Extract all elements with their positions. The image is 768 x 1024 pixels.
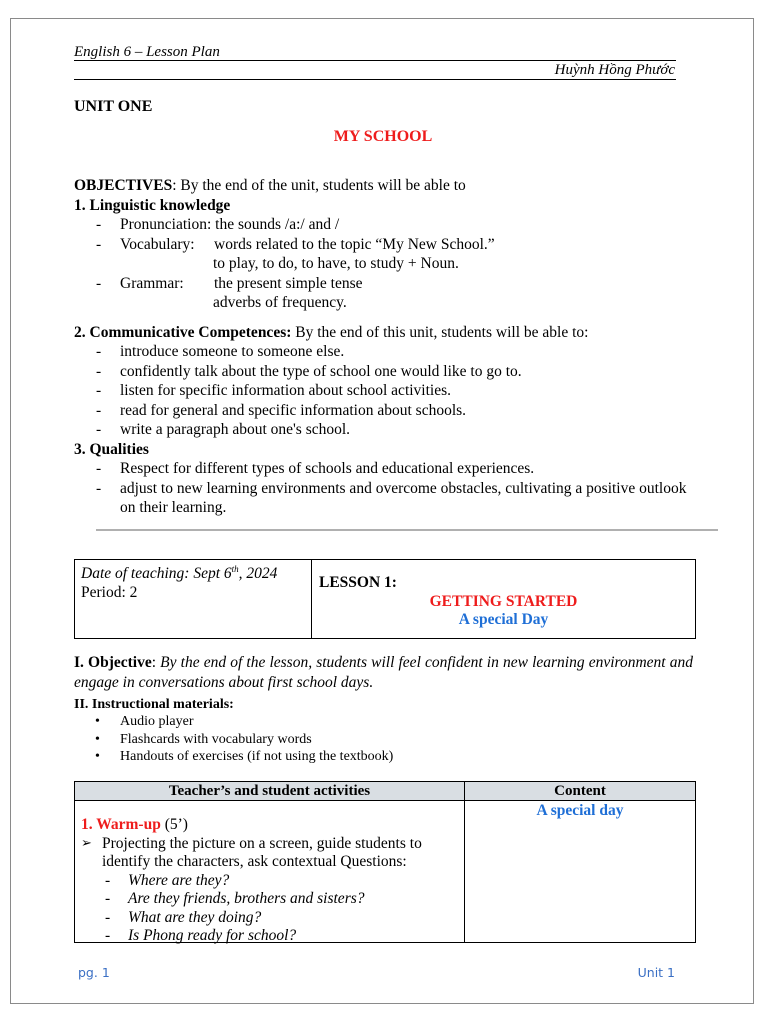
lesson-number: LESSON 1:: [319, 574, 397, 591]
date-text: Date of teaching: Sept 6: [81, 565, 232, 583]
objectives-label: OBJECTIVES: [74, 177, 173, 194]
vocab-line-continued: to play, to do, to have, to study + Noun.: [213, 255, 459, 272]
arrow-bullet-icon: ➢: [81, 835, 92, 851]
vocab-label: Vocabulary:: [120, 235, 195, 253]
list-item: - Pronunciation: the sounds /a:/ and /: [96, 216, 340, 233]
date-ordinal: th: [231, 564, 239, 574]
list-item-text: read for general and specific information about schools.: [120, 401, 467, 419]
list-item-text: Flashcards with vocabulary words: [120, 731, 312, 747]
table-header-content: Content: [554, 783, 606, 799]
grammar-line: the present simple tense: [214, 274, 363, 292]
warmup-heading: [81, 816, 461, 835]
list-item-text: Handouts of exercises (if not using the textbook): [120, 749, 394, 764]
list-item: - confidently talk about the type of school one would like to go to.: [96, 362, 522, 380]
list-item-text: introduce someone to someone else.: [120, 343, 345, 360]
lesson-date-cell: [75, 560, 312, 638]
grammar-line-continued: adverbs of frequency.: [213, 294, 347, 311]
objectives-section: [74, 176, 694, 518]
list-item-text: listen for specific information about school activities.: [120, 382, 452, 399]
content-heading: A special day: [536, 802, 624, 819]
objectives-intro-text: : By the end of the unit, students will be able to: [172, 177, 466, 194]
question-item: - Is Phong ready for school?: [105, 927, 297, 944]
unit-label: UNIT ONE: [74, 98, 153, 115]
section-divider: [96, 529, 718, 531]
materials-heading: II. Instructional materials:: [74, 697, 234, 712]
document-page: [10, 18, 754, 1004]
objective-text: By the end of the lesson, students will feel confident in new learning environment and engage in conversations about first school days.: [74, 654, 693, 691]
communicative-heading: 2. Communicative Competences:: [74, 323, 292, 341]
question-item: - What are they doing?: [105, 908, 262, 926]
list-item-text: confidently talk about the type of school one would like to go to.: [120, 362, 522, 380]
lesson-title: GETTING STARTED: [429, 593, 578, 610]
header-rule-bottom: [74, 79, 676, 80]
list-item: - read for general and specific information about schools.: [96, 401, 467, 419]
list-item: [81, 835, 461, 872]
objective-paragraph: I. Objective: By the end of the lesson, students will feel confident in new learning environment and engage in conversations about first school days.: [74, 654, 693, 691]
lesson-subtitle: A special Day: [458, 611, 549, 628]
pronunciation-text: Pronunciation: the sounds /a:/ and /: [120, 216, 340, 233]
activities-table: [74, 781, 696, 943]
list-item: • Flashcards with vocabulary words: [95, 731, 312, 747]
question-item: - Where are they?: [105, 871, 230, 889]
list-item: - write a paragraph about one's school.: [96, 421, 351, 438]
column-divider: [464, 800, 465, 942]
page-number: pg. 1: [78, 965, 110, 980]
table-header-activities: Teacher’s and student activities: [75, 782, 465, 800]
warmup-label: 1. Warm-up: [81, 816, 161, 833]
lesson-title-cell: [312, 560, 695, 638]
date-year: , 2024: [238, 565, 278, 583]
list-item: - Respect for different types of schools and educational experiences.: [96, 460, 535, 477]
header-rule-top: [74, 60, 676, 61]
instruction-text: Projecting the picture on a screen, guide students to identify the characters, ask contextual Questions:: [102, 834, 422, 870]
list-item-text: adjust to new learning environments and overcome obstacles, cultivating a positive outlook on their learning.: [120, 479, 687, 516]
list-item-text: Respect for different types of schools and educational experiences.: [120, 460, 535, 477]
vocab-line: words related to the topic “My New School.”: [214, 235, 495, 253]
list-item: - Grammar: the present simple tense: [96, 274, 363, 292]
list-item: - adjust to new learning environments and overcome obstacles, cultivating a positive outlook on their learning.: [96, 479, 687, 516]
lesson-info-table: [74, 559, 696, 639]
header-author: Huỳnh Hồng Phước: [554, 62, 675, 78]
header-course-title: English 6 – Lesson Plan: [74, 44, 220, 60]
question-text: Is Phong ready for school?: [128, 927, 297, 944]
question-text: Where are they?: [128, 871, 230, 889]
communicative-intro: [74, 323, 694, 343]
table-header-row: [75, 782, 695, 801]
communicative-intro-text: By the end of this unit, students will be able to:: [291, 323, 589, 341]
materials-list: [74, 713, 393, 766]
list-item: • Handouts of exercises (if not using the textbook): [95, 749, 394, 764]
list-item: - introduce someone to someone else.: [96, 343, 345, 360]
qualities-heading: 3. Qualities: [74, 440, 149, 458]
objective-label: I. Objective: [74, 654, 152, 671]
list-item-text: write a paragraph about one's school.: [120, 421, 351, 438]
question-item: - Are they friends, brothers and sisters?: [105, 890, 365, 907]
question-text: What are they doing?: [128, 908, 262, 926]
grammar-label: Grammar:: [120, 274, 184, 292]
period: Period: 2: [81, 584, 138, 602]
list-item-text: Audio player: [120, 714, 194, 729]
footer-unit: Unit 1: [637, 965, 675, 980]
question-text: Are they friends, brothers and sisters?: [128, 890, 365, 907]
objectives-intro: [74, 176, 694, 196]
teaching-date: [81, 560, 305, 583]
linguistic-heading: 1. Linguistic knowledge: [74, 196, 231, 214]
list-item: - listen for specific information about school activities.: [96, 382, 452, 399]
list-item: - Vocabulary: words related to the topic “My New School.”: [96, 235, 495, 253]
list-item: • Audio player: [95, 714, 194, 729]
warmup-cell: [81, 816, 461, 946]
warmup-time: (5’): [160, 816, 188, 833]
unit-title: MY SCHOOL: [333, 128, 433, 145]
